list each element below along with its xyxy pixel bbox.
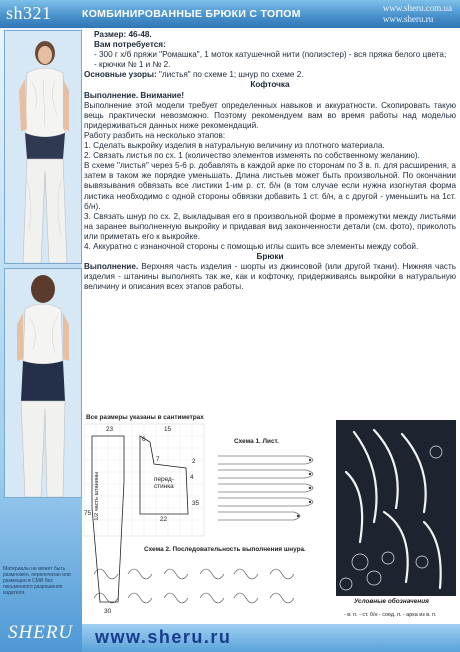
page-title: КОМБИНИРОВАННЫЕ БРЮКИ С ТОПОМ (82, 8, 301, 20)
pants-text: Верхняя часть изделия - шорты из джинсовой (или другой ткани). Нижняя часть изделия - штанины выполнять так же, как и кофточку, придерживаясь выкройки в натуральную величину и описания всех этапов работы. (84, 262, 456, 292)
top-heading: Кофточка (250, 80, 290, 90)
footer-url[interactable]: www.sheru.ru (95, 627, 232, 647)
size-line: Размер: 46-48. (94, 30, 152, 39)
dim-6: 6 (142, 436, 146, 443)
patterns-line (84, 70, 456, 80)
dim-75: 75 (84, 510, 92, 517)
header-urls (383, 3, 452, 25)
dim-2: 2 (192, 458, 196, 465)
top-leaves-note: В схеме "листья" через 5-6 р. добавлять в каждой арке по сторонам по 3 в. п. для расширения, а затем в таком же порядке уменьшать. Длина листьев может быть произвольной. По окончании вывязывания обвязать все листики 1-им р. ст. б/н (в том случае если нужна изогнутая форма листика необходимо с одной стороны обвязки добавить 1 ст. б/н, а с другой - уменьшить на 1ст. б/н). (84, 161, 456, 211)
model-photo-front (4, 30, 82, 264)
materials-heading: Вам потребуется: (94, 40, 166, 50)
model-photo-back (4, 268, 82, 498)
pants-heading: Брюки (256, 252, 284, 262)
top-step-1: 1. Сделать выкройку изделия в натуральную величину из плотного материала. (84, 141, 385, 151)
scheme2-title: Схема 2. Последовательность выполнения шнура. (144, 546, 306, 553)
figures-area (84, 412, 458, 624)
copyright-note: Материалы не может быть размножен, перепечатан или размещен в СМИ без письменного разрешения издателя. (3, 566, 71, 596)
legend-title: Условные обозначения (354, 598, 429, 605)
pants-exec-label: Выполнение. (84, 262, 139, 272)
legend-item-1: - ст. б/н (359, 612, 378, 618)
dim-35: 35 (192, 500, 200, 507)
top-step-3: 3. Связать шнур по сх. 2, выкладывая его в произвольной форме в промежутки между листьями на заранее выполненную выкройку и придавая вид законченности детали (см. фото), приколоть или приметать его к выкройке. (84, 211, 456, 241)
materials-item-1: - 300 г х/б пряжи "Ромашка", 1 моток катушечной нити (полиэстер) - вся пряжа белого цвета; (94, 50, 447, 60)
top-paragraph-1: Выполнение этой модели требует определенных навыков и аккуратности. Скопировать такую вещь практически невозможно. Поэтому рекомендуем вам во время работы над моделью придерживаться данных ниже рекомендаций. (84, 100, 456, 130)
model-code: sh321 (6, 3, 52, 23)
sizes-note: Все размеры указаны в сантиметрах (86, 414, 204, 421)
instructions-text (84, 30, 456, 292)
materials-item-2: - крючки № 1 и № 2. (94, 60, 171, 70)
top-paragraph-2: Работу разбить на несколько этапов: (84, 130, 226, 140)
scheme1-title: Схема 1. Лист. (234, 438, 279, 445)
dim-7: 7 (156, 456, 160, 463)
legend-item-0: - в. п. (344, 612, 358, 618)
dim-4: 4 (190, 474, 194, 481)
leg-piece-label: 1/2 часть штанины (94, 472, 100, 521)
dim-30: 30 (104, 608, 112, 615)
legend-item-3: - арка из в. п. (402, 612, 437, 618)
patterns-text: "листья" по схеме 1; шнур по схеме 2. (156, 70, 304, 80)
front-piece-label: перед-стинка (154, 476, 174, 490)
legend-item-2: - соед. п. (379, 612, 402, 618)
patterns-label: Основные узоры: (84, 70, 157, 80)
legend-items (344, 612, 437, 618)
top-step-2: 2. Связать листья по сх. 1 (количество элементов изменять по собственному желанию). (84, 151, 420, 161)
brand-logo: SHERU (8, 622, 74, 643)
header-url-1[interactable]: www.sheru.com.ua (382, 3, 452, 13)
dim-23: 23 (106, 426, 114, 433)
top-step-4: 4. Аккуратно с изнаночной стороны с помощью иглы сшить все элементы между собой. (84, 241, 419, 251)
pants-paragraph (84, 262, 456, 292)
dim-15: 15 (164, 426, 172, 433)
dim-22: 22 (160, 516, 168, 523)
top-exec-label: Выполнение. Внимание! (84, 90, 185, 100)
header-url-2[interactable]: www.sheru.ru (382, 14, 434, 24)
